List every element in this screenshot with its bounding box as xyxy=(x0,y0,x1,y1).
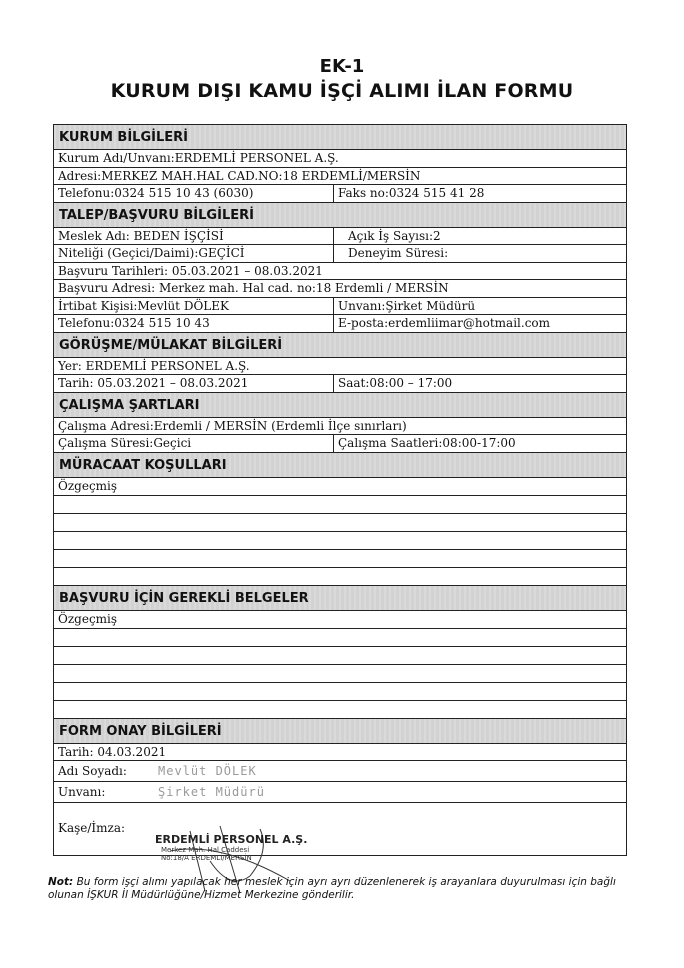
unvan-value: Şirket Müdürü xyxy=(158,785,265,799)
talep-eposta: E-posta:erdemliimar@hotmail.com xyxy=(338,316,551,330)
row-onay-kase xyxy=(54,803,626,855)
row-kurum-phone xyxy=(54,185,626,203)
row-basvuru-tarihleri xyxy=(54,263,626,281)
calisma-saatleri: Çalışma Saatleri:08:00-17:00 xyxy=(338,436,516,450)
calisma-suresi: Çalışma Süresi:Geçici xyxy=(54,435,334,452)
row-belgeler-blank xyxy=(54,629,626,647)
row-belgeler-blank xyxy=(54,683,626,701)
section-heading-onay: FORM ONAY BİLGİLERİ xyxy=(54,719,626,744)
kurum-name: Kurum Adı/Unvanı:ERDEMLİ PERSONEL A.Ş. xyxy=(58,151,339,165)
kase-imza-label: Kaşe/İmza: xyxy=(58,821,126,835)
row-niteligi xyxy=(54,245,626,263)
basvuru-tarihleri: Başvuru Tarihleri: 05.03.2021 – 08.03.2021 xyxy=(58,263,323,278)
irtibat-kisisi: İrtibat Kişisi:Mevlüt DÖLEK xyxy=(54,298,334,315)
stamp-line-1: ERDEMLİ PERSONEL A.Ş. xyxy=(155,833,308,846)
belgeler-item: Özgeçmiş xyxy=(58,611,118,626)
row-irtibat xyxy=(54,298,626,316)
section-heading-talep: TALEP/BAŞVURU BİLGİLERİ xyxy=(54,203,626,228)
kurum-phone: Telefonu:0324 515 10 43 (6030) xyxy=(54,185,334,202)
section-heading-gorusme: GÖRÜŞME/MÜLAKAT BİLGİLERİ xyxy=(54,333,626,358)
row-muracaat-blank xyxy=(54,514,626,532)
form-title: KURUM DIŞI KAMU İŞÇİ ALIMI İLAN FORMU xyxy=(110,80,574,102)
section-heading-calisma: ÇALIŞMA ŞARTLARI xyxy=(54,393,626,418)
row-onay-unvan xyxy=(54,782,626,803)
row-muracaat-blank xyxy=(54,496,626,514)
calisma-adresi: Çalışma Adresi:Erdemli / MERSİN (Erdemli İlçe sınırları) xyxy=(58,418,407,433)
row-gorusme-tarih xyxy=(54,375,626,393)
note-text: Bu form işçi alımı yapılacak her meslek için ayrı ayrı düzenlenerek iş arayanlara duyurulması için bağlı olunan İŞKUR İl Müdürlüğüne/Hizmet Merkezine gönderilir. xyxy=(48,876,616,901)
row-onay-tarih xyxy=(54,744,626,762)
kurum-fax: Faks no:0324 515 41 28 xyxy=(338,186,485,200)
row-calisma-adresi xyxy=(54,418,626,436)
company-stamp xyxy=(155,833,307,862)
talep-telefon: Telefonu:0324 515 10 43 xyxy=(54,315,334,332)
gorusme-yer: Yer: ERDEMLİ PERSONEL A.Ş. xyxy=(58,358,250,373)
niteligi: Niteliği (Geçici/Daimi):GEÇİCİ xyxy=(54,245,334,262)
stamp-line-3: No:18/A ERDEMLİ/MERSİN xyxy=(161,854,252,862)
row-gorusme-yer xyxy=(54,358,626,376)
row-kurum-name xyxy=(54,150,626,168)
row-muracaat-blank xyxy=(54,532,626,550)
basvuru-adresi: Başvuru Adresi: Merkez mah. Hal cad. no:18 Erdemli / MERSİN xyxy=(58,281,449,295)
row-muracaat-blank xyxy=(54,550,626,568)
gorusme-tarih: Tarih: 05.03.2021 – 08.03.2021 xyxy=(54,375,334,392)
kurum-address: Adresi:MERKEZ MAH.HAL CAD.NO:18 ERDEMLİ/MERSİN xyxy=(58,168,421,183)
row-belgeler-blank xyxy=(54,647,626,665)
onay-tarih: Tarih: 04.03.2021 xyxy=(58,744,167,759)
row-belgeler-blank xyxy=(54,665,626,683)
section-heading-muracaat: MÜRACAAT KOŞULLARI xyxy=(54,453,626,478)
stamp-line-2: Merkez Mah. Hal Caddesi xyxy=(161,846,250,854)
gorusme-saat: Saat:08:00 – 17:00 xyxy=(338,376,453,390)
row-meslek xyxy=(54,228,626,246)
form-table xyxy=(53,124,627,856)
section-heading-belgeler: BAŞVURU İÇİN GEREKLİ BELGELER xyxy=(54,586,626,611)
section-heading-kurum: KURUM BİLGİLERİ xyxy=(54,125,626,150)
form-code: EK-1 xyxy=(319,56,365,77)
row-basvuru-adresi xyxy=(54,280,626,298)
irtibat-unvani: Unvanı:Şirket Müdürü xyxy=(338,298,476,313)
row-belgeler-blank xyxy=(54,701,626,719)
row-muracaat-1 xyxy=(54,478,626,496)
row-onay-adi xyxy=(54,761,626,782)
footer-note xyxy=(48,876,648,902)
muracaat-item: Özgeçmiş xyxy=(58,478,118,493)
row-calisma-sure xyxy=(54,435,626,453)
deneyim-suresi: Deneyim Süresi: xyxy=(348,246,449,260)
acik-is-sayisi: Açık İş Sayısı:2 xyxy=(348,228,441,243)
row-belgeler-1 xyxy=(54,611,626,629)
row-kurum-address xyxy=(54,168,626,186)
adi-soyadi-value: Mevlüt DÖLEK xyxy=(158,764,257,778)
row-talep-telefon xyxy=(54,315,626,333)
adi-soyadi-label: Adı Soyadı: xyxy=(58,764,127,778)
meslek-adi: Meslek Adı: BEDEN İŞÇİSİ xyxy=(54,228,334,245)
note-label: Not: xyxy=(48,876,74,888)
row-muracaat-blank xyxy=(54,568,626,586)
unvan-label: Unvanı: xyxy=(58,785,106,799)
